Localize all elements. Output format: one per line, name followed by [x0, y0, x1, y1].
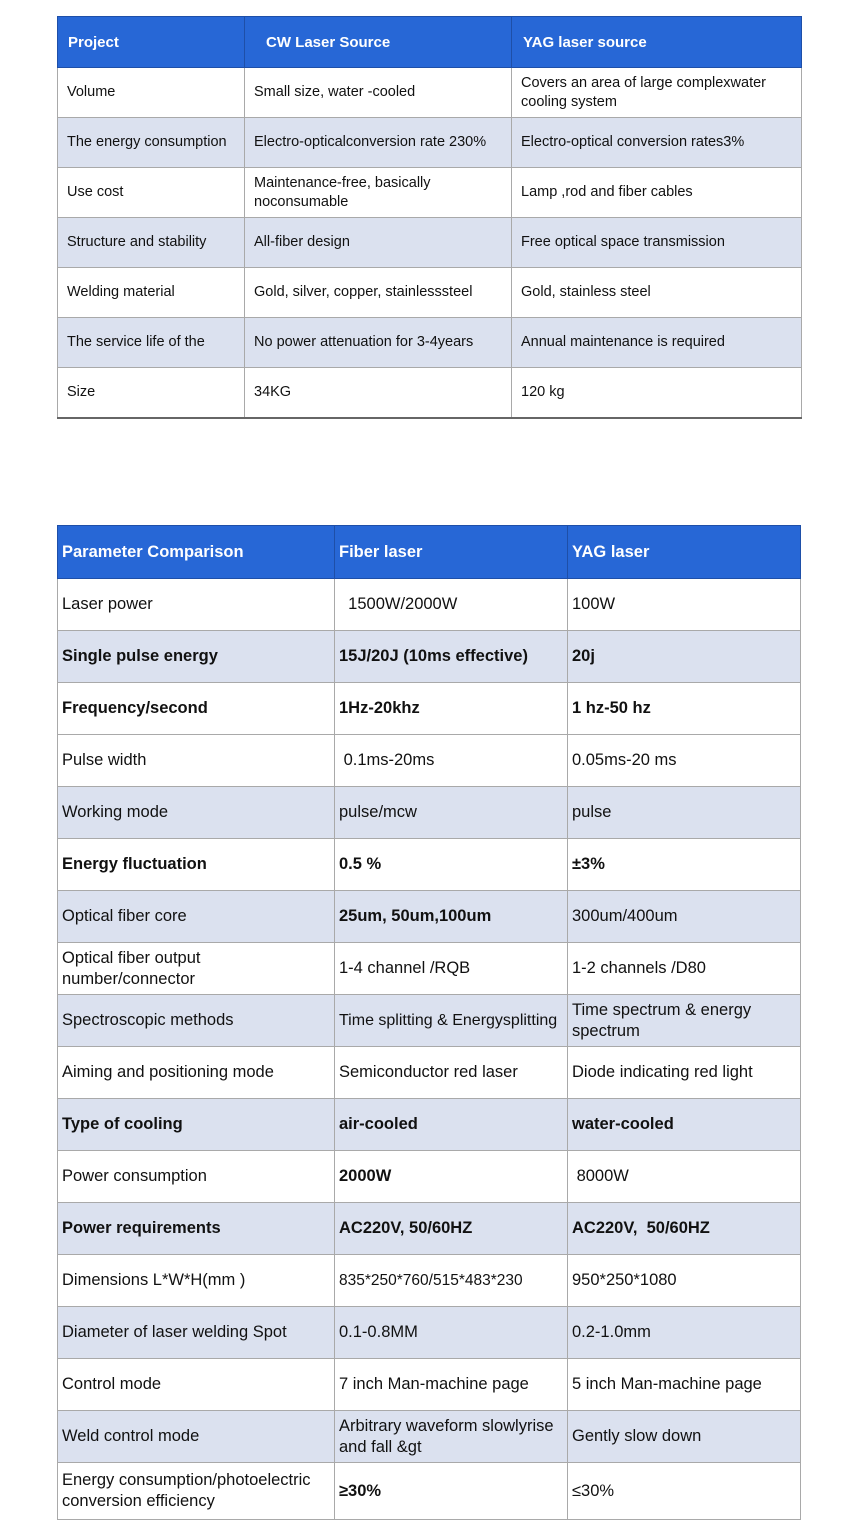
cell: Weld control mode [58, 1411, 335, 1463]
cell: Arbitrary waveform slowlyrise and fall &gt [335, 1411, 568, 1463]
cell: 0.1-0.8MM [335, 1307, 568, 1359]
cell: 34KG [245, 368, 512, 419]
cell: Energy consumption/photoelectric conversion efficiency [58, 1463, 335, 1520]
cell: Structure and stability [58, 218, 245, 268]
cell: AC220V, 50/60HZ [335, 1203, 568, 1255]
fiber-vs-yag-parameter-table [57, 525, 801, 1520]
cell: 25um, 50um,100um [335, 891, 568, 943]
cell: 20j [568, 631, 801, 683]
cell: Energy fluctuation [58, 839, 335, 891]
table-row [58, 68, 802, 118]
cell: Aiming and positioning mode [58, 1047, 335, 1099]
table-row [58, 943, 801, 995]
cell: Optical fiber core [58, 891, 335, 943]
cw-vs-yag-table [57, 16, 802, 419]
cell: Use cost [58, 168, 245, 218]
cell: Gold, stainless steel [512, 268, 802, 318]
cell: Pulse width [58, 735, 335, 787]
cell: AC220V, 50/60HZ [568, 1203, 801, 1255]
header-project: Project [58, 17, 245, 68]
cell: 5 inch Man-machine page [568, 1359, 801, 1411]
table-row [58, 168, 802, 218]
table-row [58, 1099, 801, 1151]
cell: No power attenuation for 3-4years [245, 318, 512, 368]
table-row [58, 368, 802, 419]
table-row [58, 318, 802, 368]
cell: 1 hz-50 hz [568, 683, 801, 735]
cell: Spectroscopic methods [58, 995, 335, 1047]
table-row [58, 839, 801, 891]
header-cw-laser: CW Laser Source [245, 17, 512, 68]
cell: Laser power [58, 579, 335, 631]
cell: Lamp ,rod and fiber cables [512, 168, 802, 218]
cell: Type of cooling [58, 1099, 335, 1151]
table-row [58, 1359, 801, 1411]
cell: Small size, water -cooled [245, 68, 512, 118]
table-row [58, 1255, 801, 1307]
cell: pulse [568, 787, 801, 839]
cell: 300um/400um [568, 891, 801, 943]
table-row [58, 1463, 801, 1520]
cell: Dimensions L*W*H(mm ) [58, 1255, 335, 1307]
cell: ±3% [568, 839, 801, 891]
cell: Gold, silver, copper, stainlesssteel [245, 268, 512, 318]
cell: Maintenance-free, basically noconsumable [245, 168, 512, 218]
cell: Free optical space transmission [512, 218, 802, 268]
cell: Electro-optical conversion rates3% [512, 118, 802, 168]
table-row [58, 631, 801, 683]
cell: 15J/20J (10ms effective) [335, 631, 568, 683]
cell: Gently slow down [568, 1411, 801, 1463]
cell: Electro-opticalconversion rate 230% [245, 118, 512, 168]
table-row [58, 579, 801, 631]
cell: 120 kg [512, 368, 802, 419]
cell: 7 inch Man-machine page [335, 1359, 568, 1411]
cell: Covers an area of large complexwater cooling system [512, 68, 802, 118]
table-row [58, 118, 802, 168]
table-row [58, 1307, 801, 1359]
cell: Welding material [58, 268, 245, 318]
cell: Power consumption [58, 1151, 335, 1203]
cell: ≤30% [568, 1463, 801, 1520]
table-row [58, 891, 801, 943]
cell: Volume [58, 68, 245, 118]
cell: Frequency/second [58, 683, 335, 735]
cell: 8000W [568, 1151, 801, 1203]
cell: 0.1ms-20ms [335, 735, 568, 787]
cell: 0.5 % [335, 839, 568, 891]
header-fiber-laser: Fiber laser [335, 526, 568, 579]
cell: Diameter of laser welding Spot [58, 1307, 335, 1359]
cell: 1500W/2000W [335, 579, 568, 631]
cell: Annual maintenance is required [512, 318, 802, 368]
table-row [58, 1047, 801, 1099]
cell: 100W [568, 579, 801, 631]
table-row [58, 787, 801, 839]
header-yag-laser: YAG laser source [512, 17, 802, 68]
cell: 2000W [335, 1151, 568, 1203]
table-header-row [58, 526, 801, 579]
table-row [58, 1151, 801, 1203]
table-row [58, 218, 802, 268]
cell: 1-2 channels /D80 [568, 943, 801, 995]
cell: 1Hz-20khz [335, 683, 568, 735]
cell: Time spectrum & energy spectrum [568, 995, 801, 1047]
cell: 1-4 channel /RQB [335, 943, 568, 995]
cell: 950*250*1080 [568, 1255, 801, 1307]
table-row [58, 1411, 801, 1463]
cell: Optical fiber output number/connector [58, 943, 335, 995]
cell: The energy consumption [58, 118, 245, 168]
cell: Semiconductor red laser [335, 1047, 568, 1099]
cell: water-cooled [568, 1099, 801, 1151]
cell: 835*250*760/515*483*230 [335, 1255, 568, 1307]
cell: air-cooled [335, 1099, 568, 1151]
table-row [58, 1203, 801, 1255]
cell: All-fiber design [245, 218, 512, 268]
cell: Control mode [58, 1359, 335, 1411]
cell: Single pulse energy [58, 631, 335, 683]
table-row [58, 735, 801, 787]
cell: ≥30% [335, 1463, 568, 1520]
table-row [58, 683, 801, 735]
cell: Time splitting & Energysplitting [335, 995, 568, 1047]
table-row [58, 268, 802, 318]
header-parameter-comparison: Parameter Comparison [58, 526, 335, 579]
table-header-row [58, 17, 802, 68]
header-yag-laser: YAG laser [568, 526, 801, 579]
cell: pulse/mcw [335, 787, 568, 839]
cell: Working mode [58, 787, 335, 839]
cell: Diode indicating red light [568, 1047, 801, 1099]
cell: 0.2-1.0mm [568, 1307, 801, 1359]
cell: 0.05ms-20 ms [568, 735, 801, 787]
cell: Size [58, 368, 245, 419]
cell: Power requirements [58, 1203, 335, 1255]
cell: The service life of the [58, 318, 245, 368]
table-row [58, 995, 801, 1047]
